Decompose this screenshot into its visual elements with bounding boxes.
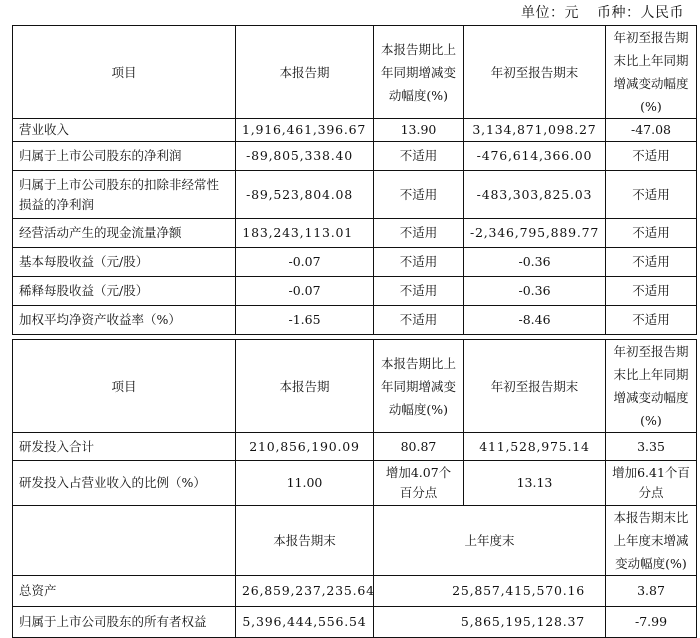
header-cell: 本报告期 [236, 26, 374, 119]
row-label: 归属于上市公司股东的净利润 [13, 142, 236, 171]
table-cell: 3.87 [606, 576, 697, 607]
table-cell: 11.00 [236, 461, 374, 506]
table-cell: -7.99 [606, 607, 697, 638]
table-cell: 3,134,871,098.27 [464, 119, 606, 142]
table-cell: 1,916,461,396.67 [236, 119, 374, 142]
table-cell: -476,614,366.00 [464, 142, 606, 171]
header-cell: 本报告期末 [236, 506, 374, 576]
table-row [13, 277, 697, 306]
row-label: 稀释每股收益（元/股） [13, 277, 236, 306]
table-cell: 26,859,237,235.64 [236, 576, 374, 607]
table-row [13, 142, 697, 171]
row-label: 研发投入占营业收入的比例（%） [13, 461, 236, 506]
table-cell: 3.35 [606, 433, 697, 461]
table-cell: 不适用 [606, 219, 697, 248]
table-cell: -89,523,804.08 [236, 171, 374, 219]
row-label: 营业收入 [13, 119, 236, 142]
header-cell: 上年度末 [374, 506, 606, 576]
table-cell: -483,303,825.03 [464, 171, 606, 219]
table-header-row [13, 506, 697, 576]
table-cell: -8.46 [464, 306, 606, 335]
row-label: 归属于上市公司股东的所有者权益 [13, 607, 236, 638]
table-cell: -47.08 [606, 119, 697, 142]
table-row [13, 461, 697, 506]
table-cell: 不适用 [374, 219, 464, 248]
header-cell: 项目 [13, 26, 236, 119]
table-cell: 183,243,113.01 [236, 219, 374, 248]
table-row [13, 219, 697, 248]
row-label: 总资产 [13, 576, 236, 607]
row-label: 研发投入合计 [13, 433, 236, 461]
table-cell: -0.07 [236, 248, 374, 277]
table-row [13, 607, 697, 638]
table-row [13, 433, 697, 461]
table-header-row [13, 340, 697, 433]
row-label: 经营活动产生的现金流量净额 [13, 219, 236, 248]
unit-line [503, 2, 684, 22]
header-cell: 年初至报告期末 [464, 26, 606, 119]
table-cell: 80.87 [374, 433, 464, 461]
header-cell: 本报告期比上年同期增减变动幅度(%) [374, 340, 464, 433]
table-cell: 13.13 [464, 461, 606, 506]
table-cell: -0.07 [236, 277, 374, 306]
row-label: 加权平均净资产收益率（%） [13, 306, 236, 335]
table-cell: 不适用 [606, 142, 697, 171]
header-cell: 项目 [13, 340, 236, 433]
table-cell: 411,528,975.14 [464, 433, 606, 461]
table-cell: 210,856,190.09 [236, 433, 374, 461]
table-cell: 不适用 [606, 277, 697, 306]
header-cell: 本报告期 [236, 340, 374, 433]
currency-label: 币种：人民币 [597, 5, 684, 21]
table-cell: 增加4.07个百分点 [374, 461, 464, 506]
assets-equity-table [12, 505, 697, 638]
table-cell: 不适用 [606, 248, 697, 277]
header-cell: 年初至报告期末 [464, 340, 606, 433]
table-cell: 不适用 [606, 306, 697, 335]
table-cell: -0.36 [464, 277, 606, 306]
table-cell: -0.36 [464, 248, 606, 277]
row-label: 基本每股收益（元/股） [13, 248, 236, 277]
table-header-row [13, 26, 697, 119]
table-cell: 增加6.41个百分点 [606, 461, 697, 506]
table-cell: 25,857,415,570.16 [374, 576, 606, 607]
table-cell: 5,396,444,556.54 [236, 607, 374, 638]
table-row [13, 576, 697, 607]
table-cell: 5,865,195,128.37 [374, 607, 606, 638]
key-financial-table [12, 25, 697, 335]
table-cell: 不适用 [374, 248, 464, 277]
row-label: 归属于上市公司股东的扣除非经常性损益的净利润 [13, 171, 236, 219]
rd-investment-table [12, 339, 697, 506]
table-row [13, 248, 697, 277]
table-cell: 不适用 [374, 171, 464, 219]
table-row [13, 171, 697, 219]
table-row [13, 306, 697, 335]
header-cell: 年初至报告期末比上年同期增减变动幅度(%) [606, 340, 697, 433]
table-cell: -1.65 [236, 306, 374, 335]
table-cell: 不适用 [374, 277, 464, 306]
table-cell: 不适用 [374, 142, 464, 171]
header-cell: 本报告期比上年同期增减变动幅度(%) [374, 26, 464, 119]
table-row [13, 119, 697, 142]
table-cell: -2,346,795,889.77 [464, 219, 606, 248]
table-cell: 不适用 [606, 171, 697, 219]
header-cell [13, 506, 236, 576]
table-cell: 13.90 [374, 119, 464, 142]
table-cell: -89,805,338.40 [236, 142, 374, 171]
table-cell: 不适用 [374, 306, 464, 335]
header-cell: 年初至报告期末比上年同期增减变动幅度(%) [606, 26, 697, 119]
header-cell: 本报告期末比上年度末增减变动幅度(%) [606, 506, 697, 576]
unit-label: 单位：元 [521, 5, 579, 21]
